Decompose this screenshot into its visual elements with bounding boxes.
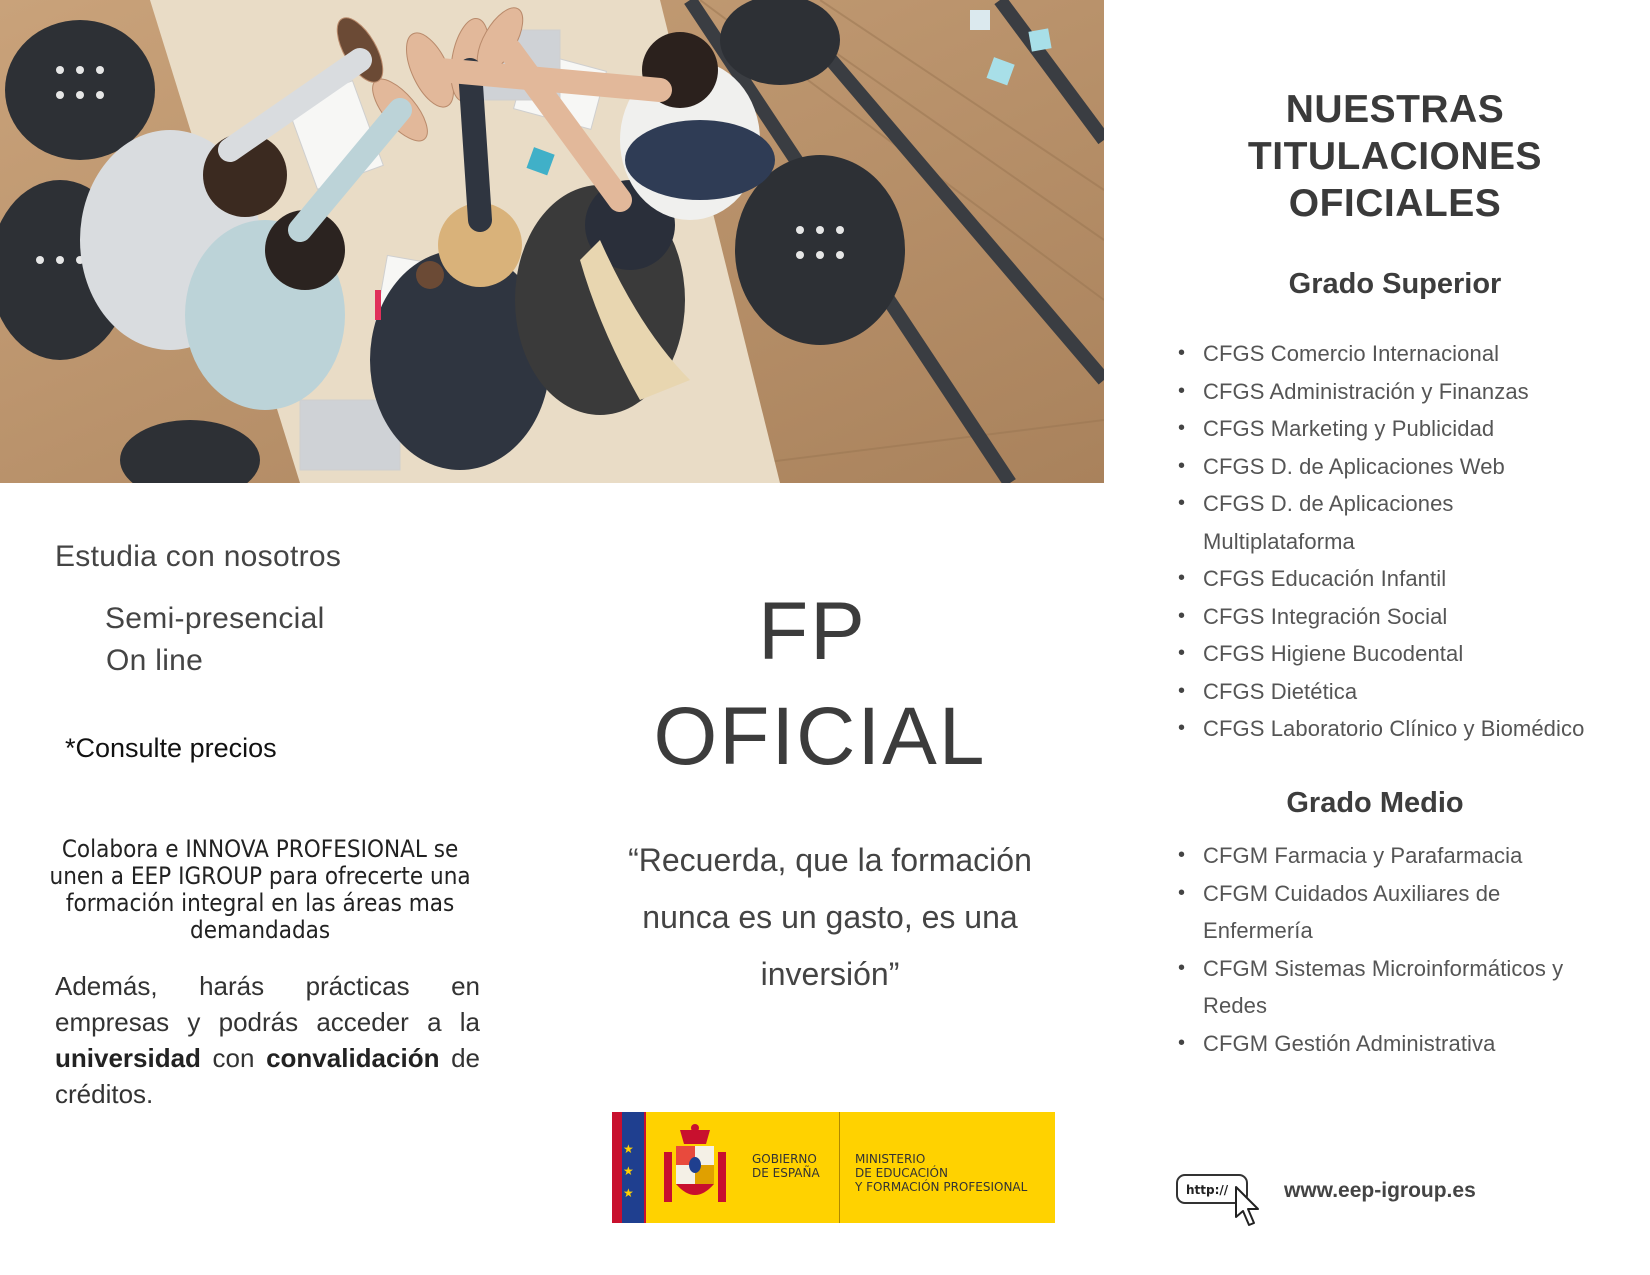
list-item: • CFGS Comercio Internacional	[1203, 335, 1623, 373]
web-link-icon	[1176, 1173, 1268, 1234]
list-item: • CFGM Cuidados Auxiliares de Enfermería	[1203, 875, 1523, 950]
list-item: • CFGS Marketing y Publicidad	[1203, 410, 1623, 448]
website-link[interactable]: www.eep-igroup.es	[1284, 1179, 1476, 1202]
fp-heading: FP	[758, 586, 867, 677]
list-item: • CFGS Higiene Bucodental	[1203, 635, 1623, 673]
government-label: GOBIERNO DE ESPAÑA	[752, 1152, 820, 1180]
list-item: • CFGS Laboratorio Clínico y Biomédico	[1203, 710, 1623, 748]
star-icon: ★	[623, 1142, 634, 1156]
grado-superior-list	[1175, 335, 1623, 748]
practices-paragraph	[55, 968, 480, 1112]
ministry-label: MINISTERIO DE EDUCACIÓN Y FORMACIÓN PROFESIONAL	[855, 1152, 1028, 1194]
list-item: • CFGS D. de Aplicaciones Web	[1203, 448, 1623, 486]
logo-divider	[839, 1112, 840, 1223]
practices-text: de créditos.	[55, 1043, 480, 1109]
list-item: • CFGS Administración y Finanzas	[1203, 373, 1623, 411]
list-item: • CFGS D. de Aplicaciones Multiplataforma	[1203, 485, 1463, 560]
university-bold: universidad	[55, 1043, 201, 1073]
teamwork-high-five-photo	[0, 0, 1104, 483]
titles-heading: NUESTRAS TITULACIONES OFICIALES	[1247, 88, 1543, 225]
study-modes-list	[105, 598, 325, 682]
mode-item: On line	[106, 644, 204, 677]
practices-text: con	[200, 1043, 267, 1073]
star-icon: ★	[623, 1164, 634, 1178]
study-title: Estudia con nosotros	[55, 540, 342, 573]
grado-medio-heading: Grado Medio	[1286, 787, 1464, 819]
coat-of-arms-icon	[660, 1122, 730, 1212]
oficial-heading: OFICIAL	[653, 691, 987, 782]
list-item: • CFGS Integración Social	[1203, 598, 1623, 636]
http-badge: http://	[1186, 1183, 1229, 1197]
prices-note: *Consulte precios	[65, 733, 277, 763]
ministry-logo	[612, 1112, 1055, 1223]
grado-medio-list	[1175, 837, 1623, 1062]
flag-stripe-red	[612, 1112, 622, 1223]
list-item: • CFGM Farmacia y Parafarmacia	[1203, 837, 1623, 875]
star-icon: ★	[623, 1186, 634, 1200]
grado-superior-heading: Grado Superior	[1288, 268, 1502, 300]
cursor-icon	[1176, 1173, 1268, 1229]
quote-text: “Recuerda, que la formación nunca es un gasto, es una inversión”	[628, 842, 1032, 992]
practices-text: Además, harás prácticas en empresas y podrás acceder a la	[55, 971, 480, 1037]
flag-stripe-red	[644, 1112, 646, 1223]
collaboration-text: Colabora e INNOVA PROFESIONAL se unen a EEP IGROUP para ofrecerte una formación integral en las áreas mas demandadas	[49, 835, 471, 944]
list-item: • CFGS Dietética	[1203, 673, 1623, 711]
list-item: • CFGM Gestión Administrativa	[1203, 1025, 1623, 1063]
mode-item: Semi-presencial	[105, 602, 325, 635]
list-item: • CFGS Educación Infantil	[1203, 560, 1623, 598]
convalidation-bold: convalidación	[266, 1043, 440, 1073]
list-item: • CFGM Sistemas Microinformáticos y Redes	[1203, 950, 1583, 1025]
